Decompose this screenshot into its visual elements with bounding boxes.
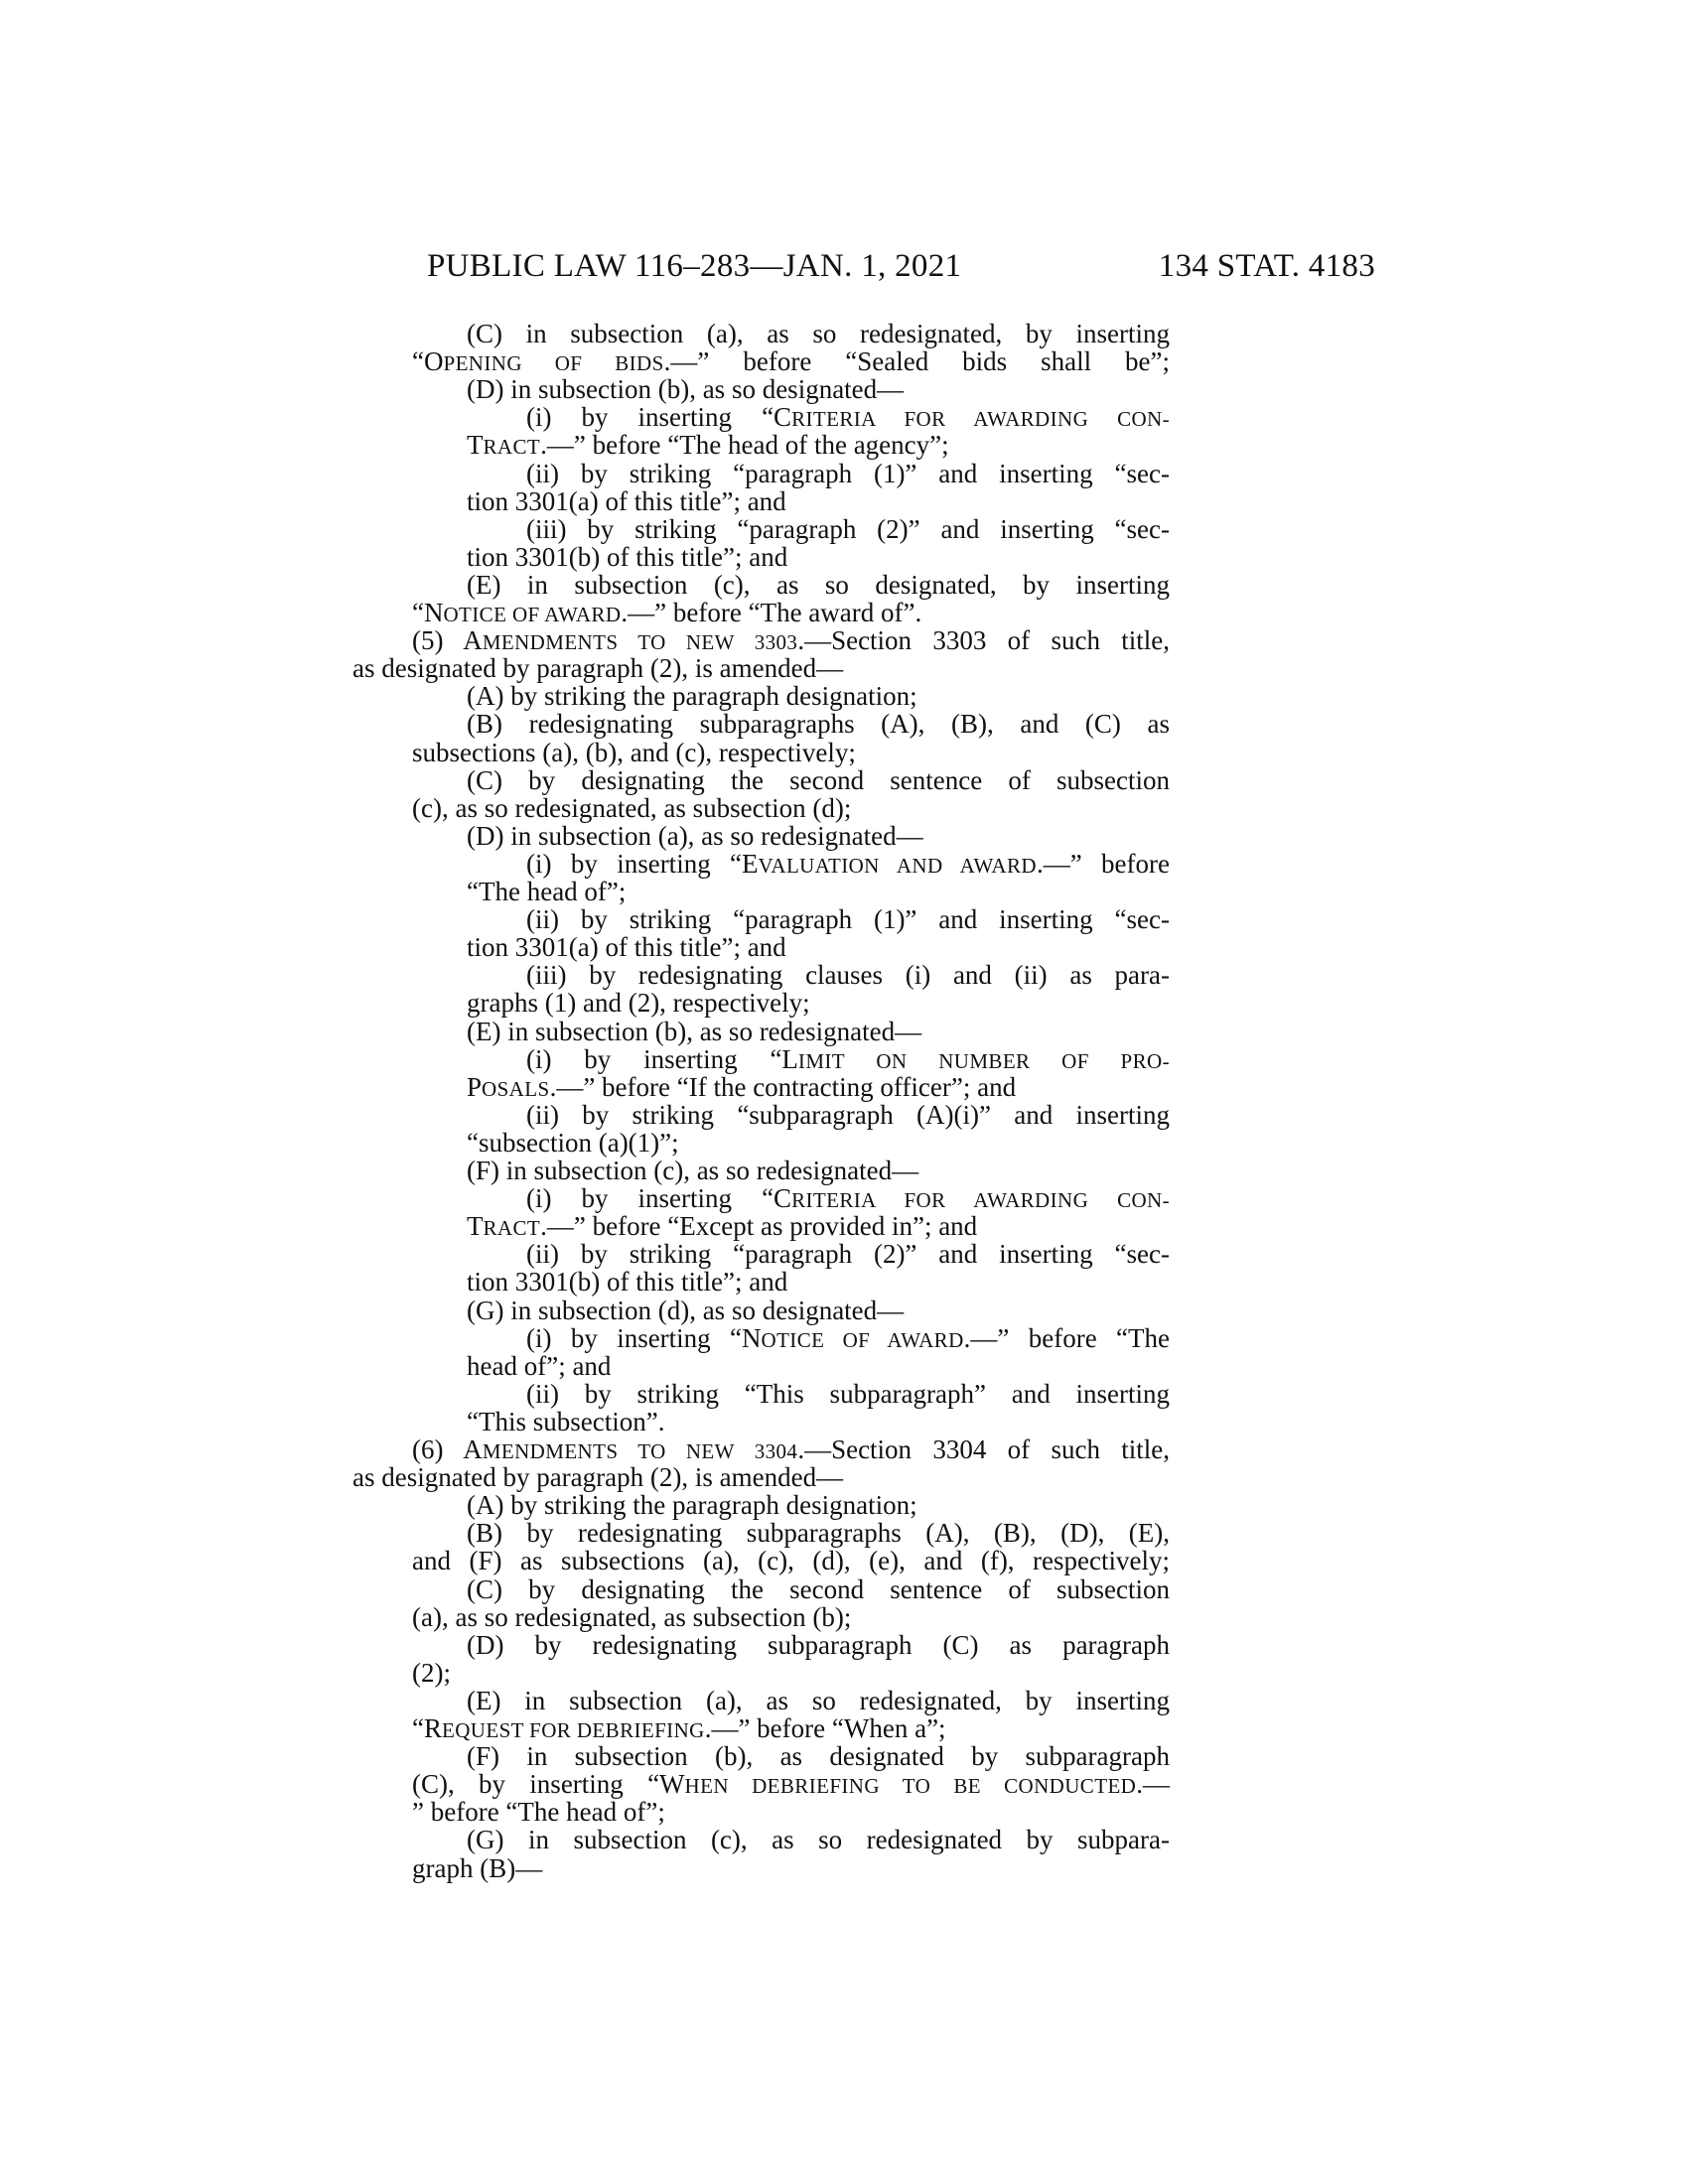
text-line [0,1463,1688,1491]
text-line-content: (E) in subsection (a), as so redesignated, by inserting [467,1685,1170,1715]
text-line-content: “REQUEST FOR DEBRIEFING.—” before “When a”; [412,1713,946,1743]
text-line [0,347,1688,375]
text-line-content: (iii) by striking “paragraph (2)” and inserting “sec- [526,513,1170,544]
text-line [0,1129,1688,1157]
text-line-content: (E) in subsection (c), as so designated, by inserting [467,569,1170,600]
text-line-content: (i) by inserting “CRITERIA FOR AWARDING CON- [526,1183,1171,1214]
text-line [0,1157,1688,1184]
text-line [0,1603,1688,1631]
text-line-content: tion 3301(a) of this title”; and [467,932,786,963]
text-line [0,1714,1688,1742]
text-line [0,1212,1688,1240]
text-line-content: as designated by paragraph (2), is amended— [352,1462,844,1493]
text-line [0,1631,1688,1659]
text-line-content: “This subsection”. [467,1406,665,1436]
text-line [0,1045,1688,1073]
text-line [0,739,1688,766]
text-line [0,375,1688,403]
text-line-content: tion 3301(b) of this title”; and [467,541,788,572]
text-line-content: tion 3301(a) of this title”; and [467,485,786,516]
text-line-content: (i) by inserting “LIMIT ON NUMBER OF PRO- [526,1043,1170,1074]
text-line [0,1519,1688,1547]
text-line [0,1742,1688,1770]
text-line-content: (D) by redesignating subparagraph (C) as paragraph [467,1629,1170,1660]
text-line [0,1408,1688,1435]
text-line [0,766,1688,794]
text-line-content: “subsection (a)(1)”; [467,1127,679,1158]
text-line [0,1018,1688,1045]
text-line-content: (i) by inserting “NOTICE OF AWARD.—” before “The [526,1322,1171,1353]
text-line-content: (A) by striking the paragraph designation; [467,681,917,712]
text-line-content: POSALS.—” before “If the contracting officer”; and [467,1071,1017,1102]
text-line [0,1575,1688,1603]
text-line [0,1659,1688,1687]
text-line [0,1547,1688,1574]
text-line [0,543,1688,571]
text-line [0,1491,1688,1519]
text-line-content: and (F) as subsections (a), (c), (d), (e), and (f), respectively; [412,1546,1170,1576]
running-header-title: PUBLIC LAW 116–283—JAN. 1, 2021 [427,248,962,284]
text-line-content: (i) by inserting “EVALUATION AND AWARD.—” before [526,848,1170,879]
text-line [0,403,1688,431]
text-line-content: (C) in subsection (a), as so redesignated, by inserting [467,319,1170,348]
text-line [0,933,1688,961]
text-line [0,626,1688,654]
text-line [0,1854,1688,1882]
text-line-content: (a), as so redesignated, as subsection (b); [412,1601,852,1632]
text-line [0,710,1688,738]
text-line-content: “OPENING OF BIDS.—” before “Sealed bids shall be”; [412,346,1171,377]
text-line-content: (ii) by striking “subparagraph (A)(i)” and inserting [526,1099,1170,1130]
text-line [0,961,1688,989]
text-line [0,1770,1688,1798]
text-line [0,878,1688,905]
text-line-content: ” before “The head of”; [412,1797,665,1828]
text-line-content: tion 3301(b) of this title”; and [467,1267,788,1297]
text-line [0,989,1688,1017]
text-line [0,1826,1688,1853]
text-line [0,571,1688,599]
text-line-content: (5) AMENDMENTS TO NEW 3303.—Section 3303 of such title, [412,625,1170,656]
text-line [0,460,1688,487]
text-line [0,599,1688,626]
text-line-content: graph (B)— [412,1852,543,1883]
text-line [0,1297,1688,1324]
text-line-content: (C) by designating the second sentence of subsection [467,1573,1170,1604]
text-line [0,794,1688,822]
text-line [0,515,1688,543]
text-line-content: (ii) by striking “paragraph (1)” and inserting “sec- [526,458,1170,488]
text-line-content: head of”; and [467,1350,612,1381]
text-line-content: (2); [412,1657,451,1688]
text-line-content: (ii) by striking “This subparagraph” and inserting [526,1378,1170,1409]
text-line [0,1101,1688,1129]
text-line [0,1184,1688,1212]
text-line-content: TRACT.—” before “Except as provided in”; and [467,1211,978,1242]
running-header-stat-page: 134 STAT. 4183 [1158,248,1375,284]
text-line [0,320,1688,347]
text-line-content: (iii) by redesignating clauses (i) and (ii) as para- [526,960,1170,991]
text-line-content: (6) AMENDMENTS TO NEW 3304.—Section 3304 of such title, [412,1434,1170,1464]
text-line-content: (F) in subsection (c), as so redesignated— [467,1156,919,1185]
text-line-content: (D) in subsection (b), as so designated— [467,374,905,405]
text-line [0,1687,1688,1714]
text-line-content: (F) in subsection (b), as designated by subparagraph [467,1741,1170,1772]
text-line [0,1268,1688,1296]
text-line-content: (G) in subsection (c), as so redesignated by subpara- [467,1825,1170,1855]
text-line-content: TRACT.—” before “The head of the agency”; [467,430,949,461]
text-line [0,1240,1688,1268]
text-line [0,431,1688,459]
text-line-content: (ii) by striking “paragraph (2)” and inserting “sec- [526,1239,1170,1270]
text-line-content: “NOTICE OF AWARD.—” before “The award of”. [412,598,922,627]
text-line-content: “The head of”; [467,877,627,906]
text-line [0,1352,1688,1380]
text-line-content: (B) redesignating subparagraphs (A), (B), and (C) as [467,709,1170,740]
text-line [0,654,1688,682]
text-line-content: (i) by inserting “CRITERIA FOR AWARDING CON- [526,402,1171,433]
text-line-content: graphs (1) and (2), respectively; [467,988,810,1019]
text-line-content: (c), as so redesignated, as subsection (d); [412,792,852,823]
text-line-content: (C), by inserting “WHEN DEBRIEFING TO BE CONDUCTED.— [412,1769,1170,1800]
text-line-content: (ii) by striking “paragraph (1)” and inserting “sec- [526,904,1170,935]
text-line-content: subsections (a), (b), and (c), respectively; [412,737,856,767]
text-line-content: (C) by designating the second sentence of subsection [467,764,1170,795]
text-line-content: as designated by paragraph (2), is amended— [352,653,844,684]
text-line [0,822,1688,850]
text-line [0,1435,1688,1463]
text-line [0,1380,1688,1408]
text-line [0,905,1688,933]
text-line [0,1073,1688,1101]
text-line-content: (G) in subsection (d), as so designated— [467,1295,905,1325]
text-line [0,487,1688,515]
text-line-content: (D) in subsection (a), as so redesignated— [467,820,923,851]
text-line [0,850,1688,878]
text-line [0,1798,1688,1826]
text-line [0,682,1688,710]
text-line-content: (A) by striking the paragraph designation; [467,1490,917,1521]
text-line [0,1324,1688,1352]
text-line-content: (E) in subsection (b), as so redesignated— [467,1016,922,1046]
text-line-content: (B) by redesignating subparagraphs (A), (B), (D), (E), [467,1518,1170,1549]
